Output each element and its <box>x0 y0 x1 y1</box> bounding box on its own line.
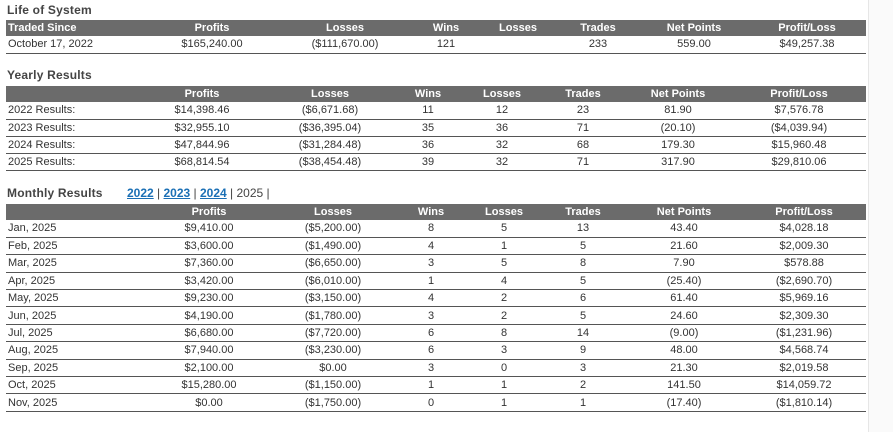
year-link-2024[interactable]: 2024 <box>200 186 227 200</box>
header-losses: Losses <box>278 20 412 36</box>
net-points-cell: 61.40 <box>626 290 742 307</box>
losses-count-cell: 1 <box>468 237 540 254</box>
table-row <box>6 394 866 411</box>
monthly-rows <box>6 220 866 411</box>
net-points-cell: 559.00 <box>640 36 748 53</box>
table-row <box>6 36 866 53</box>
row-label: Aug, 2025 <box>6 342 146 359</box>
separator: | <box>263 186 270 200</box>
trades-cell: 5 <box>540 307 626 324</box>
losses-cell: ($7,720.00) <box>272 324 394 341</box>
profit-loss-cell: $2,309.30 <box>742 307 866 324</box>
losses-count-cell: 1 <box>468 377 540 394</box>
row-label: 2023 Results: <box>6 119 138 136</box>
profits-cell: $4,190.00 <box>146 307 272 324</box>
losses-cell: ($1,150.00) <box>272 377 394 394</box>
net-points-cell: (25.40) <box>626 272 742 289</box>
trades-cell: 14 <box>540 324 626 341</box>
profits-cell: $3,420.00 <box>146 272 272 289</box>
current-year: 2025 <box>236 186 264 200</box>
year-link-2023[interactable]: 2023 <box>163 186 191 200</box>
profits-cell: $9,410.00 <box>146 220 272 237</box>
profit-loss-cell: $7,576.78 <box>732 102 866 119</box>
losses-count-cell: 2 <box>468 290 540 307</box>
yearly-results-title: Yearly Results <box>7 68 92 82</box>
header-net-points: Net Points <box>640 20 748 36</box>
wins-cell: 1 <box>394 377 468 394</box>
losses-cell: ($1,750.00) <box>272 394 394 411</box>
row-label: Jan, 2025 <box>6 220 146 237</box>
losses-cell: $0.00 <box>272 359 394 376</box>
trades-cell: 233 <box>556 36 640 53</box>
header-profit-loss: Profit/Loss <box>748 20 866 36</box>
header-trades: Trades <box>542 86 624 102</box>
wins-cell: 8 <box>394 220 468 237</box>
profits-cell: $0.00 <box>146 394 272 411</box>
wins-cell: 0 <box>394 394 468 411</box>
net-points-cell: 81.90 <box>624 102 732 119</box>
profits-cell: $14,398.46 <box>138 102 266 119</box>
table-row <box>6 272 866 289</box>
table-row <box>6 119 866 136</box>
net-points-cell: 21.30 <box>626 359 742 376</box>
profits-cell: $15,280.00 <box>146 377 272 394</box>
wins-cell: 121 <box>412 36 480 53</box>
wins-cell: 3 <box>394 359 468 376</box>
net-points-cell: (20.10) <box>624 119 732 136</box>
row-label: Apr, 2025 <box>6 272 146 289</box>
losses-cell: ($38,454.48) <box>266 153 394 170</box>
profit-loss-cell: ($1,231.96) <box>742 324 866 341</box>
trades-cell: 3 <box>540 359 626 376</box>
monthly-results-title: Monthly Results <box>7 186 103 200</box>
trades-cell: 5 <box>540 237 626 254</box>
losses-count-cell: 1 <box>468 394 540 411</box>
table-row <box>6 255 866 272</box>
header-profit-loss: Profit/Loss <box>732 86 866 102</box>
table-row <box>6 153 866 170</box>
header-blank <box>6 86 138 102</box>
profits-cell: $3,600.00 <box>146 237 272 254</box>
losses-cell: ($6,010.00) <box>272 272 394 289</box>
header-trades: Trades <box>556 20 640 36</box>
wins-cell: 3 <box>394 307 468 324</box>
losses-count-cell: 5 <box>468 220 540 237</box>
trades-cell: 1 <box>540 394 626 411</box>
profit-loss-cell: $4,028.18 <box>742 220 866 237</box>
net-points-cell: 141.50 <box>626 377 742 394</box>
traded-since-cell: October 17, 2022 <box>6 36 146 53</box>
table-row <box>6 359 866 376</box>
profit-loss-cell: ($2,690.70) <box>742 272 866 289</box>
trades-cell: 8 <box>540 255 626 272</box>
profits-cell: $47,844.96 <box>138 136 266 153</box>
trades-cell: 13 <box>540 220 626 237</box>
year-link-2022[interactable]: 2022 <box>127 186 154 200</box>
losses-count-cell: 0 <box>468 359 540 376</box>
losses-cell: ($3,150.00) <box>272 290 394 307</box>
losses-count-cell: 36 <box>462 119 542 136</box>
profit-loss-cell: $2,019.58 <box>742 359 866 376</box>
table-row <box>6 290 866 307</box>
profits-cell: $6,680.00 <box>146 324 272 341</box>
net-points-cell: (9.00) <box>626 324 742 341</box>
header-profits: Profits <box>146 204 272 220</box>
row-label: Jun, 2025 <box>6 307 146 324</box>
profit-loss-cell: $15,960.48 <box>732 136 866 153</box>
header-losses-count: Losses <box>468 204 540 220</box>
header-profits: Profits <box>138 86 266 102</box>
wins-cell: 6 <box>394 342 468 359</box>
wins-cell: 4 <box>394 290 468 307</box>
net-points-cell: 21.60 <box>626 237 742 254</box>
monthly-results-table <box>6 204 866 412</box>
net-points-cell: 48.00 <box>626 342 742 359</box>
net-points-cell: 43.40 <box>626 220 742 237</box>
net-points-cell: 179.30 <box>624 136 732 153</box>
trades-cell: 2 <box>540 377 626 394</box>
trades-cell: 23 <box>542 102 624 119</box>
row-label: Mar, 2025 <box>6 255 146 272</box>
wins-cell: 11 <box>394 102 462 119</box>
profits-cell: $7,940.00 <box>146 342 272 359</box>
row-label: Nov, 2025 <box>6 394 146 411</box>
table-row <box>6 324 866 341</box>
net-points-cell: 7.90 <box>626 255 742 272</box>
wins-cell: 36 <box>394 136 462 153</box>
wins-cell: 39 <box>394 153 462 170</box>
row-label: 2022 Results: <box>6 102 138 119</box>
separator: | <box>190 186 200 200</box>
profits-cell: $7,360.00 <box>146 255 272 272</box>
losses-count-cell <box>480 36 556 53</box>
losses-count-cell: 3 <box>468 342 540 359</box>
profits-cell: $2,100.00 <box>146 359 272 376</box>
profit-loss-cell: $4,568.74 <box>742 342 866 359</box>
table-row <box>6 220 866 237</box>
net-points-cell: (17.40) <box>626 394 742 411</box>
yearly-rows <box>6 102 866 170</box>
separator: | <box>226 186 237 200</box>
table-row <box>6 307 866 324</box>
wins-cell: 35 <box>394 119 462 136</box>
trades-cell: 5 <box>540 272 626 289</box>
row-label: Oct, 2025 <box>6 377 146 394</box>
header-trades: Trades <box>540 204 626 220</box>
profit-loss-cell: $5,969.16 <box>742 290 866 307</box>
life-of-system-title: Life of System <box>7 3 92 17</box>
profit-loss-cell: $29,810.06 <box>732 153 866 170</box>
row-label: Feb, 2025 <box>6 237 146 254</box>
wins-cell: 6 <box>394 324 468 341</box>
header-net-points: Net Points <box>624 86 732 102</box>
year-selector <box>127 186 270 200</box>
header-traded-since: Traded Since <box>6 20 146 36</box>
yearly-results-table <box>6 86 866 171</box>
trades-cell: 71 <box>542 119 624 136</box>
row-label: Jul, 2025 <box>6 324 146 341</box>
profits-cell: $68,814.54 <box>138 153 266 170</box>
losses-count-cell: 2 <box>468 307 540 324</box>
losses-cell: ($6,671.68) <box>266 102 394 119</box>
losses-count-cell: 8 <box>468 324 540 341</box>
net-points-cell: 24.60 <box>626 307 742 324</box>
wins-cell: 3 <box>394 255 468 272</box>
header-profits: Profits <box>146 20 278 36</box>
row-label: Sep, 2025 <box>6 359 146 376</box>
losses-cell: ($6,650.00) <box>272 255 394 272</box>
losses-count-cell: 12 <box>462 102 542 119</box>
wins-cell: 4 <box>394 237 468 254</box>
separator: | <box>153 186 164 200</box>
losses-cell: ($1,780.00) <box>272 307 394 324</box>
losses-cell: ($5,200.00) <box>272 220 394 237</box>
profit-loss-cell: $49,257.38 <box>748 36 866 53</box>
table-row <box>6 237 866 254</box>
header-losses: Losses <box>272 204 394 220</box>
trades-cell: 68 <box>542 136 624 153</box>
header-net-points: Net Points <box>626 204 742 220</box>
losses-count-cell: 32 <box>462 153 542 170</box>
profits-cell: $32,955.10 <box>138 119 266 136</box>
header-wins: Wins <box>412 20 480 36</box>
profits-cell: $9,230.00 <box>146 290 272 307</box>
losses-cell: ($111,670.00) <box>278 36 412 53</box>
losses-count-cell: 5 <box>468 255 540 272</box>
losses-cell: ($1,490.00) <box>272 237 394 254</box>
losses-count-cell: 32 <box>462 136 542 153</box>
profit-loss-cell: $578.88 <box>742 255 866 272</box>
trades-cell: 71 <box>542 153 624 170</box>
table-row <box>6 377 866 394</box>
profit-loss-cell: ($4,039.94) <box>732 119 866 136</box>
profit-loss-cell: $14,059.72 <box>742 377 866 394</box>
profit-loss-cell: ($1,810.14) <box>742 394 866 411</box>
life-of-system-table <box>6 20 866 54</box>
page-scrollbar[interactable] <box>868 0 893 432</box>
header-wins: Wins <box>394 204 468 220</box>
table-row <box>6 342 866 359</box>
header-profit-loss: Profit/Loss <box>742 204 866 220</box>
table-row <box>6 102 866 119</box>
losses-cell: ($36,395.04) <box>266 119 394 136</box>
row-label: May, 2025 <box>6 290 146 307</box>
header-wins: Wins <box>394 86 462 102</box>
wins-cell: 1 <box>394 272 468 289</box>
row-label: 2025 Results: <box>6 153 138 170</box>
header-losses-count: Losses <box>480 20 556 36</box>
losses-cell: ($31,284.48) <box>266 136 394 153</box>
profits-cell: $165,240.00 <box>146 36 278 53</box>
trades-cell: 6 <box>540 290 626 307</box>
profit-loss-cell: $2,009.30 <box>742 237 866 254</box>
losses-count-cell: 4 <box>468 272 540 289</box>
table-row <box>6 136 866 153</box>
header-losses-count: Losses <box>462 86 542 102</box>
header-blank <box>6 204 146 220</box>
row-label: 2024 Results: <box>6 136 138 153</box>
header-losses: Losses <box>266 86 394 102</box>
losses-cell: ($3,230.00) <box>272 342 394 359</box>
net-points-cell: 317.90 <box>624 153 732 170</box>
trades-cell: 9 <box>540 342 626 359</box>
